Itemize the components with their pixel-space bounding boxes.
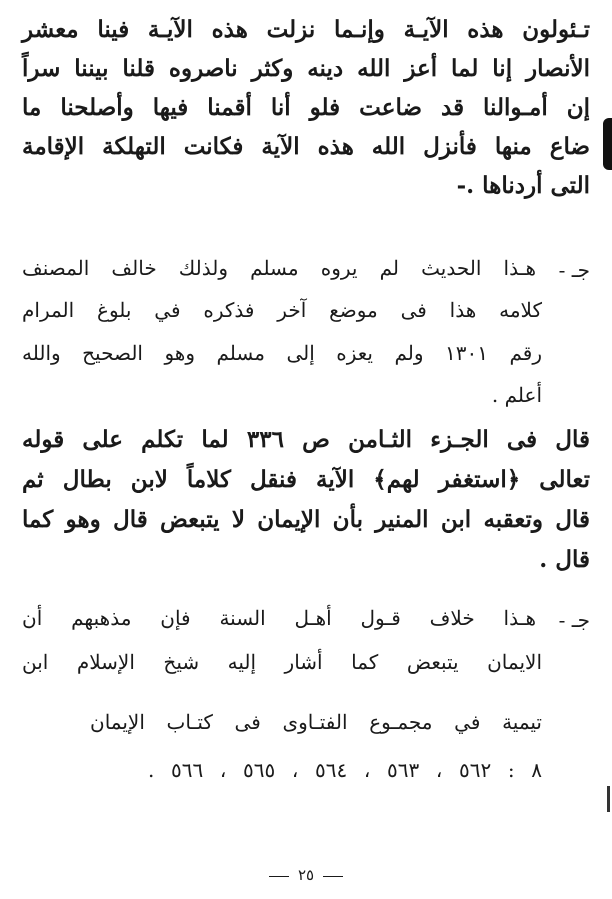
- text-line-17: ٨ : ٥٦٢ ، ٥٦٣ ، ٥٦٤ ، ٥٦٥ ، ٥٦٦ .: [148, 758, 543, 782]
- text-line-1: تـئولون هذه الآيـة وإنـما نزلت هذه الآيـة فينا معشر: [22, 16, 590, 43]
- text-line-3: إن أمـوالنا قد ضاعت فلو أنا أقمنا فيها وأصلحنا ما: [22, 94, 590, 121]
- page-number: ٢٥: [297, 866, 315, 884]
- footer-rule-left: [269, 876, 289, 877]
- text-line-8: رقم ١٣٠١ ولم يعزه إلى مسلم وهو الصحيح والله: [22, 341, 542, 365]
- text-line-16: تيمية في مجمـوع الفتـاوى فى كتـاب الإيمان: [90, 710, 542, 734]
- text-line-11: تعالى ﴿استغفر لهم﴾ الآية فنقل كلاماً لابن بطال ثم: [22, 466, 590, 493]
- page-footer: [0, 866, 612, 884]
- text-line-5: التى أردناها .-: [456, 172, 590, 199]
- page-edge-tick: [607, 786, 610, 812]
- text-line-9: أعلم .: [491, 383, 542, 407]
- text-line-7: كلامه هذا فى موضع آخر فذكره في بلوغ المرام: [22, 298, 542, 322]
- comment-marker-1: جـ -: [558, 258, 590, 282]
- comment-marker-2: جـ -: [558, 608, 590, 632]
- text-line-2: الأنصار إنا لما أعز الله دينه وكثر ناصروه قلنا بيننا سراً: [22, 55, 590, 82]
- page-edge-mark: [603, 118, 612, 170]
- footer-rule-right: [323, 876, 343, 877]
- text-line-13: قال .: [539, 546, 590, 573]
- text-line-14: هـذا خلاف قـول أهـل السنة فإن مذهبهم أن: [22, 606, 536, 630]
- text-line-6: هـذا الحديث لم يروه مسلم ولذلك خالف المصنف: [22, 256, 536, 280]
- text-line-10: قال فى الجـزء الثـامن ص ٣٣٦ لما تكلم على قوله: [22, 426, 590, 453]
- text-line-4: ضاع منها فأنزل الله هذه الآية فكانت التهلكة الإقامة: [22, 133, 590, 160]
- text-line-12: قال وتعقبه ابن المنير بأن الإيمان لا يتبعض قال وهو كما: [22, 506, 590, 533]
- text-line-15: الايمان يتبعض كما أشار إليه شيخ الإسلام ابن: [22, 650, 542, 674]
